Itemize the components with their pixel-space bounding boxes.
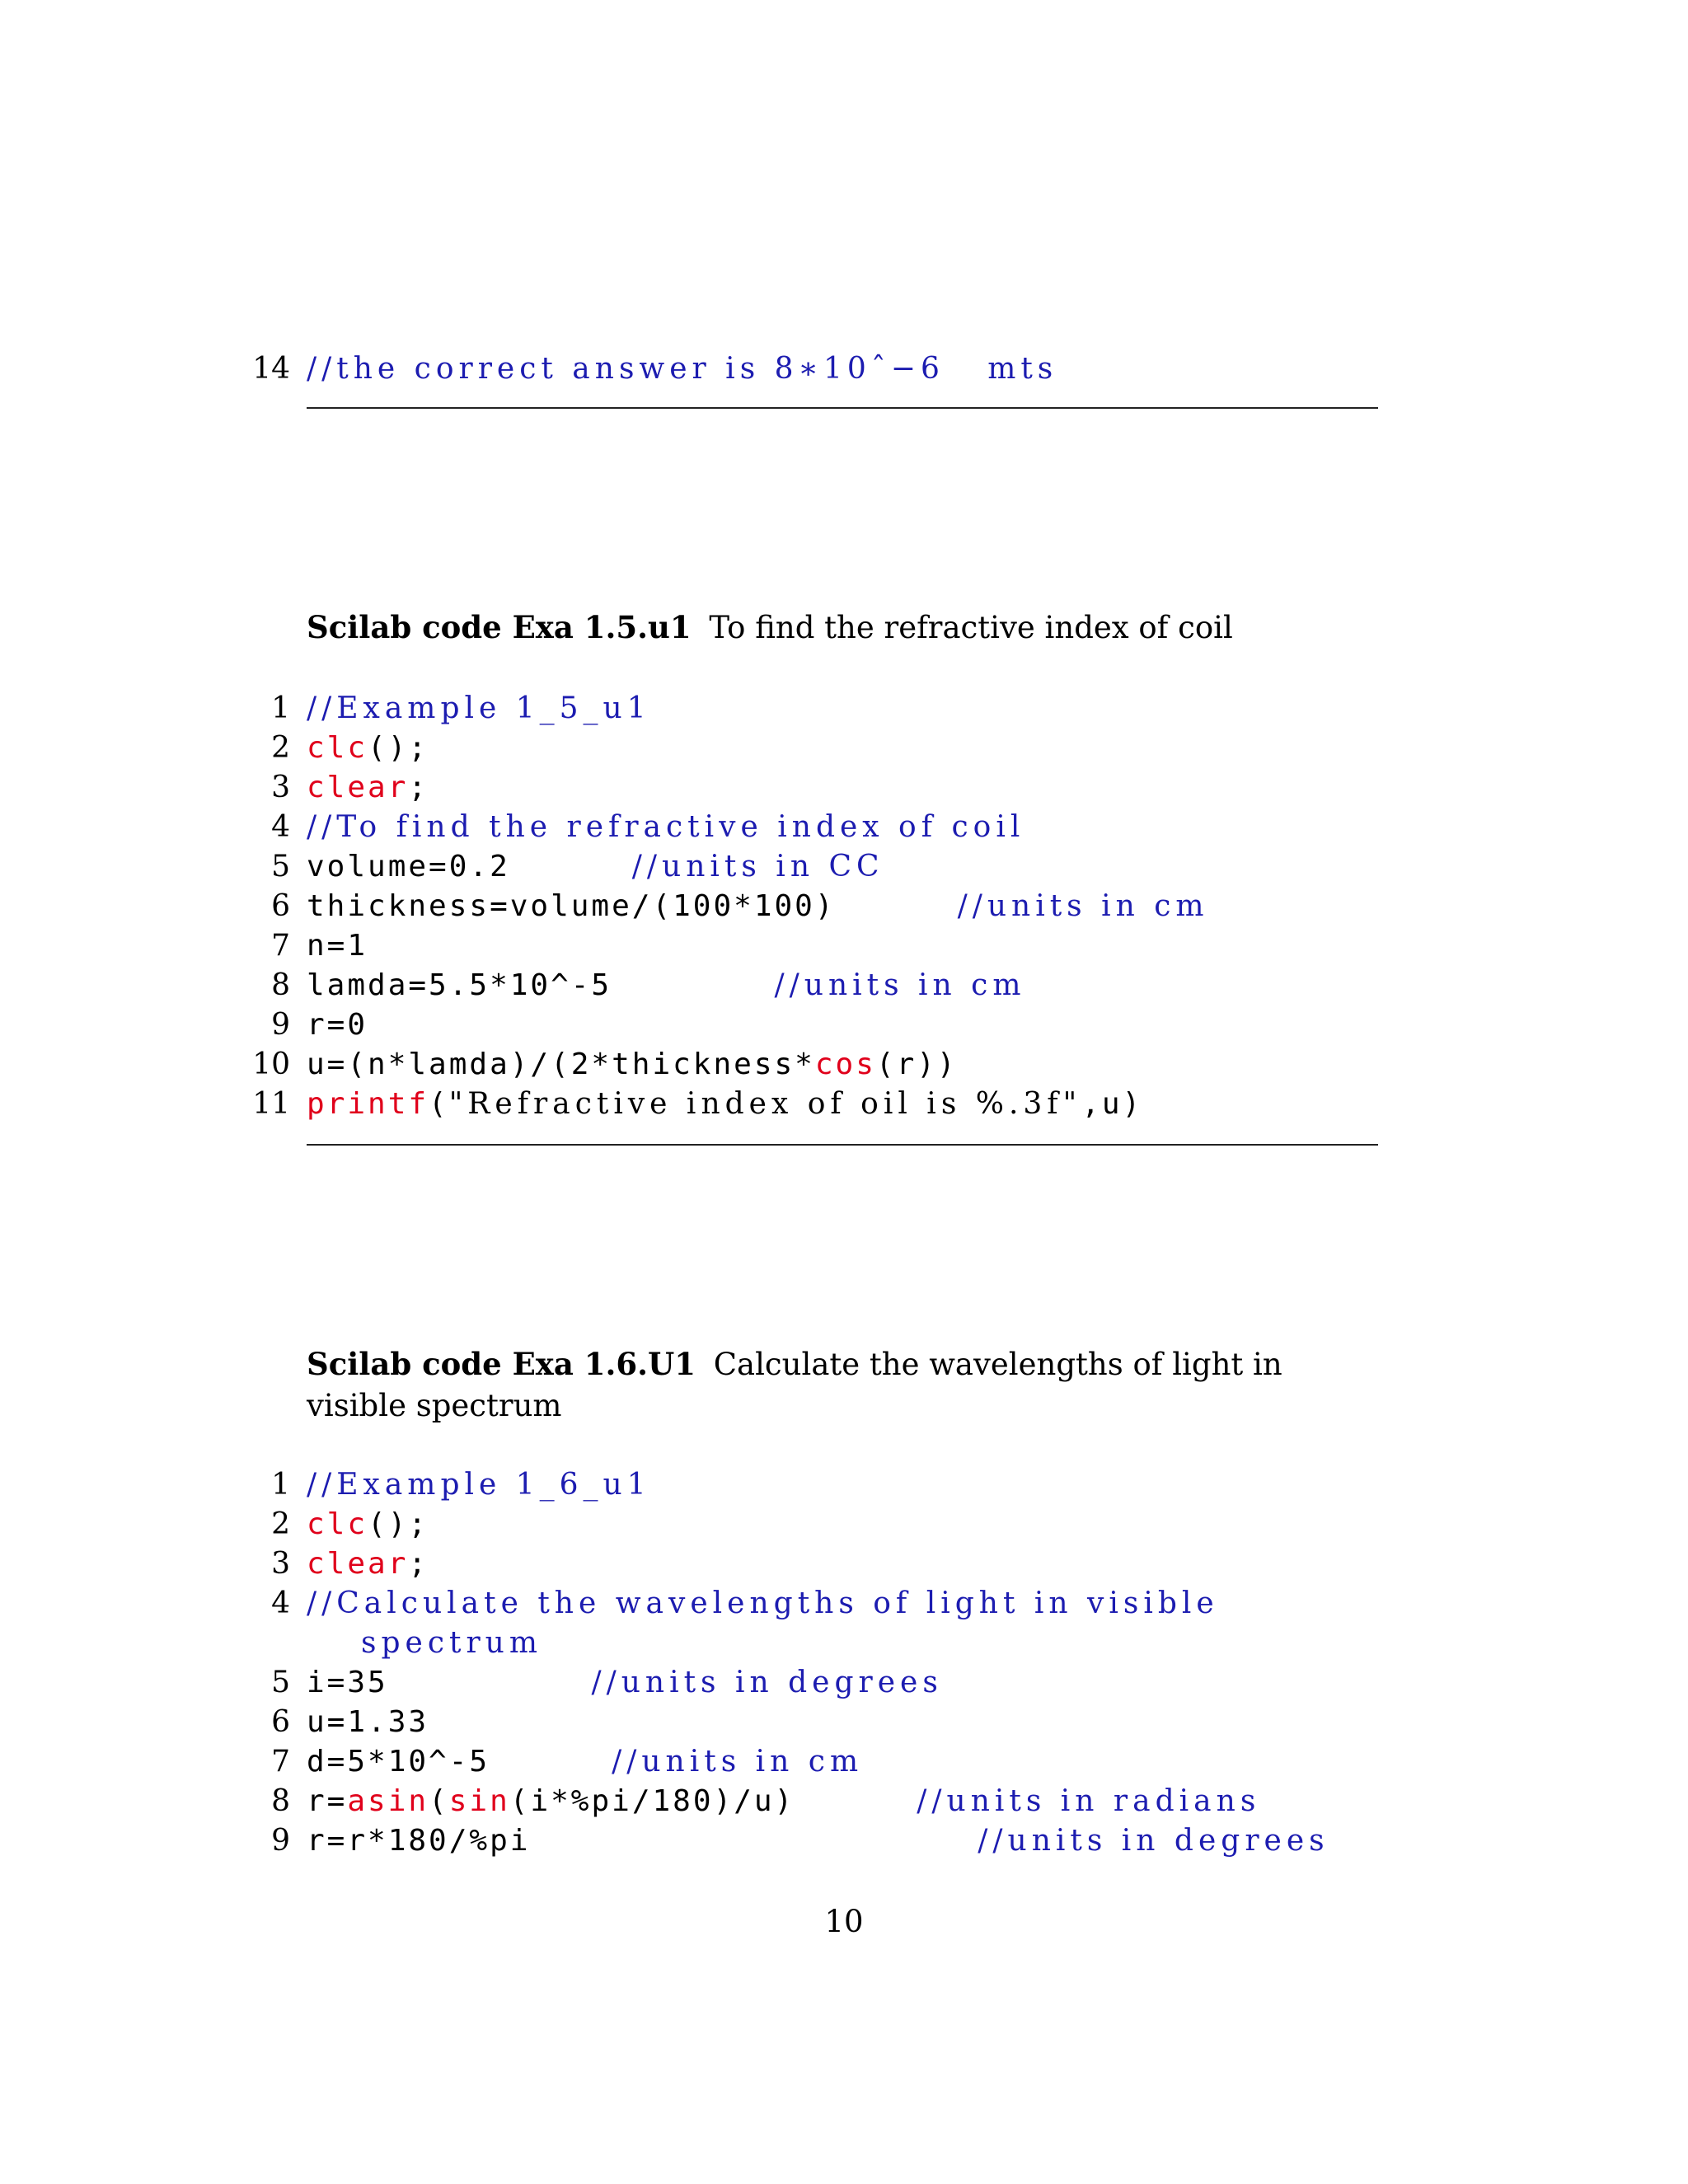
code-comment: //Example 1_5_u1 <box>307 691 651 725</box>
code-comment: //units in radians <box>917 1784 1261 1818</box>
code-line <box>271 808 1464 847</box>
line-number: 1 <box>271 691 290 725</box>
code-line <box>271 1544 1464 1584</box>
line-number: 1 <box>271 1468 290 1502</box>
example-caption-text: To find the refractive index of coil <box>709 610 1233 645</box>
code-line <box>271 1663 1464 1703</box>
code-text: ,u) <box>1081 1087 1143 1121</box>
listing-rule-top <box>307 407 1378 409</box>
code-line <box>271 847 1464 887</box>
line-number: 5 <box>271 850 290 883</box>
code-text: u=1.33 <box>307 1705 429 1739</box>
page-number: 10 <box>824 1904 864 1939</box>
code-comment: //the correct answer is 8∗10ˆ−6 mts <box>307 352 1058 386</box>
code-line <box>271 1782 1464 1821</box>
code-line <box>271 1505 1464 1544</box>
code-line <box>271 1821 1464 1861</box>
code-line <box>252 1085 1464 1124</box>
code-line <box>271 887 1464 926</box>
code-keyword: clear <box>307 771 409 804</box>
code-text: r=0 <box>307 1008 368 1042</box>
example-caption-2 <box>307 1343 1378 1427</box>
line-number: 7 <box>271 1745 290 1779</box>
code-text: ( <box>429 1784 449 1818</box>
line-number: 11 <box>252 1087 290 1121</box>
line-number: 2 <box>271 1507 290 1541</box>
code-line <box>271 729 1464 768</box>
code-comment: //units in cm <box>957 889 1209 923</box>
code-text: ( <box>429 1087 449 1121</box>
line-number: 9 <box>271 1824 290 1858</box>
code-text: r=r*180/%pi <box>307 1824 978 1858</box>
code-text: (i*%pi/180)/u) <box>509 1784 917 1818</box>
example-caption-label: Scilab code Exa 1.5.u1 <box>307 609 692 645</box>
code-comment: //units in cm <box>612 1745 864 1779</box>
line-number: 14 <box>252 352 290 386</box>
code-text: (); <box>368 731 429 765</box>
code-line <box>271 1005 1464 1045</box>
code-text: lamda=5.5*10^-5 <box>307 968 775 1002</box>
code-keyword: clc <box>307 731 368 765</box>
line-number: 6 <box>271 1705 290 1739</box>
code-text: i=35 <box>307 1666 592 1699</box>
code-line <box>271 689 1464 729</box>
line-number: 2 <box>271 731 290 765</box>
line-number: 8 <box>271 968 290 1002</box>
code-line <box>271 768 1464 808</box>
code-text: ; <box>408 771 429 804</box>
line-number: 9 <box>271 1008 290 1042</box>
code-text: u=(n*lamda)/(2*thickness* <box>307 1047 815 1081</box>
code-comment: //units in degrees <box>978 1824 1329 1858</box>
code-comment-continuation: spectrum <box>361 1626 542 1660</box>
code-text: (r)) <box>875 1047 958 1081</box>
code-line <box>271 966 1464 1005</box>
code-text: d=5*10^-5 <box>307 1745 612 1779</box>
code-keyword: cos <box>814 1047 876 1081</box>
line-number: 4 <box>271 1586 290 1620</box>
code-text: (); <box>368 1507 429 1541</box>
code-keyword: printf <box>307 1087 429 1121</box>
line-number: 10 <box>252 1047 290 1081</box>
line-number: 4 <box>271 810 290 844</box>
line-number: 6 <box>271 889 290 923</box>
line-number: 3 <box>271 771 290 804</box>
code-comment: //Example 1_6_u1 <box>307 1468 651 1502</box>
code-line <box>252 349 1464 389</box>
code-keyword: clear <box>307 1547 409 1581</box>
code-text: r= <box>307 1784 348 1818</box>
code-line <box>271 1465 1464 1505</box>
code-text: thickness=volume/(100*100) <box>307 889 958 923</box>
line-number: 7 <box>271 929 290 963</box>
line-number: 5 <box>271 1666 290 1699</box>
example-caption-label: Scilab code Exa 1.6.U1 <box>307 1346 696 1382</box>
code-line <box>271 926 1464 966</box>
code-comment: //units in degrees <box>591 1666 943 1699</box>
code-keyword: sin <box>448 1784 510 1818</box>
example-caption-1 <box>307 607 1378 649</box>
code-keyword: clc <box>307 1507 368 1541</box>
code-line <box>271 1742 1464 1782</box>
code-comment: //units in cm <box>774 968 1026 1002</box>
code-text: ; <box>408 1547 429 1581</box>
code-line <box>252 1045 1464 1085</box>
code-text: volume=0.2 <box>307 850 632 883</box>
code-comment: //units in CC <box>631 850 884 883</box>
code-string: "Refractive index of oil is %.3f" <box>448 1087 1082 1121</box>
line-number: 3 <box>271 1547 290 1581</box>
line-number: 8 <box>271 1784 290 1818</box>
code-keyword: asin <box>347 1784 429 1818</box>
code-comment: //To find the refractive index of coil <box>307 810 1025 844</box>
listing-rule-1 <box>307 1144 1378 1146</box>
code-text: n=1 <box>307 929 368 963</box>
example-caption-text: Calculate the wavelengths of light in visible spectrum <box>307 1347 1282 1423</box>
code-comment: //Calculate the wavelengths of light in visible <box>307 1586 1219 1620</box>
code-line <box>271 1703 1464 1742</box>
code-line <box>271 1584 1464 1663</box>
